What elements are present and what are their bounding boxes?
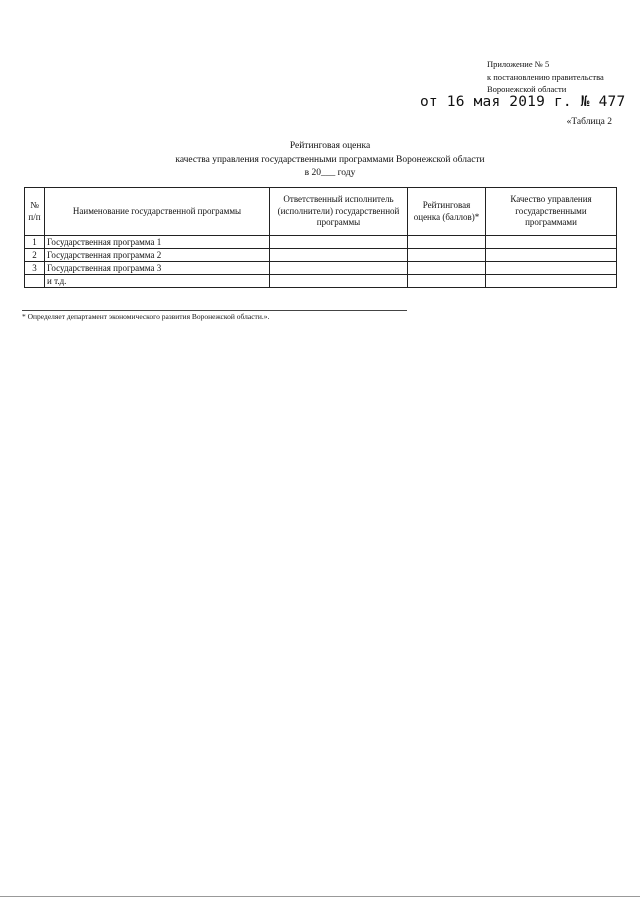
row-quality (486, 236, 617, 249)
appendix-line-1: Приложение № 5 (487, 59, 550, 69)
row-num: 2 (25, 249, 45, 262)
header-num: № п/п (25, 188, 45, 236)
header-program-name: Наименование государственной программы (45, 188, 270, 236)
table-row (25, 236, 617, 249)
row-quality (486, 275, 617, 288)
row-program-name: Государственная программа 1 (45, 236, 270, 249)
appendix-block (487, 58, 637, 96)
table-row (25, 275, 617, 288)
row-score (408, 249, 486, 262)
footnote: * Определяет департамент экономического развития Воронежской области.». (22, 312, 270, 321)
row-num: 1 (25, 236, 45, 249)
title-line-2: качества управления государственными программами Воронежской области (175, 154, 485, 165)
title-line-3: в 20___ году (304, 168, 356, 178)
table-row (25, 249, 617, 262)
row-executor (270, 236, 408, 249)
row-program-name: Государственная программа 3 (45, 262, 270, 275)
row-quality (486, 262, 617, 275)
rating-table (24, 187, 617, 288)
appendix-line-2: к постановлению правительства (487, 71, 604, 82)
row-program-name: и т.д. (45, 275, 270, 288)
row-executor (270, 275, 408, 288)
document-title (120, 140, 540, 181)
row-executor (270, 262, 408, 275)
header-quality: Качество управления государственными программами (486, 188, 617, 236)
table-header-row (25, 188, 617, 236)
row-executor (270, 249, 408, 262)
decree-stamp: от 16 мая 2019 г. № 477 (420, 94, 626, 110)
row-num (25, 275, 45, 288)
table-reference: «Таблица 2 (566, 117, 612, 127)
row-score (408, 262, 486, 275)
row-score (408, 236, 486, 249)
header-score: Рейтинговая оценка (баллов)* (408, 188, 486, 236)
footnote-divider (22, 310, 407, 311)
page-bottom-edge (0, 896, 640, 897)
title-line-1: Рейтинговая оценка (289, 141, 371, 151)
appendix-line-3: Воронежской области (487, 84, 567, 94)
row-program-name: Государственная программа 2 (45, 249, 270, 262)
table-row (25, 262, 617, 275)
header-executor: Ответственный исполнитель (исполнители) государственной программы (270, 188, 408, 236)
row-num: 3 (25, 262, 45, 275)
row-score (408, 275, 486, 288)
row-quality (486, 249, 617, 262)
